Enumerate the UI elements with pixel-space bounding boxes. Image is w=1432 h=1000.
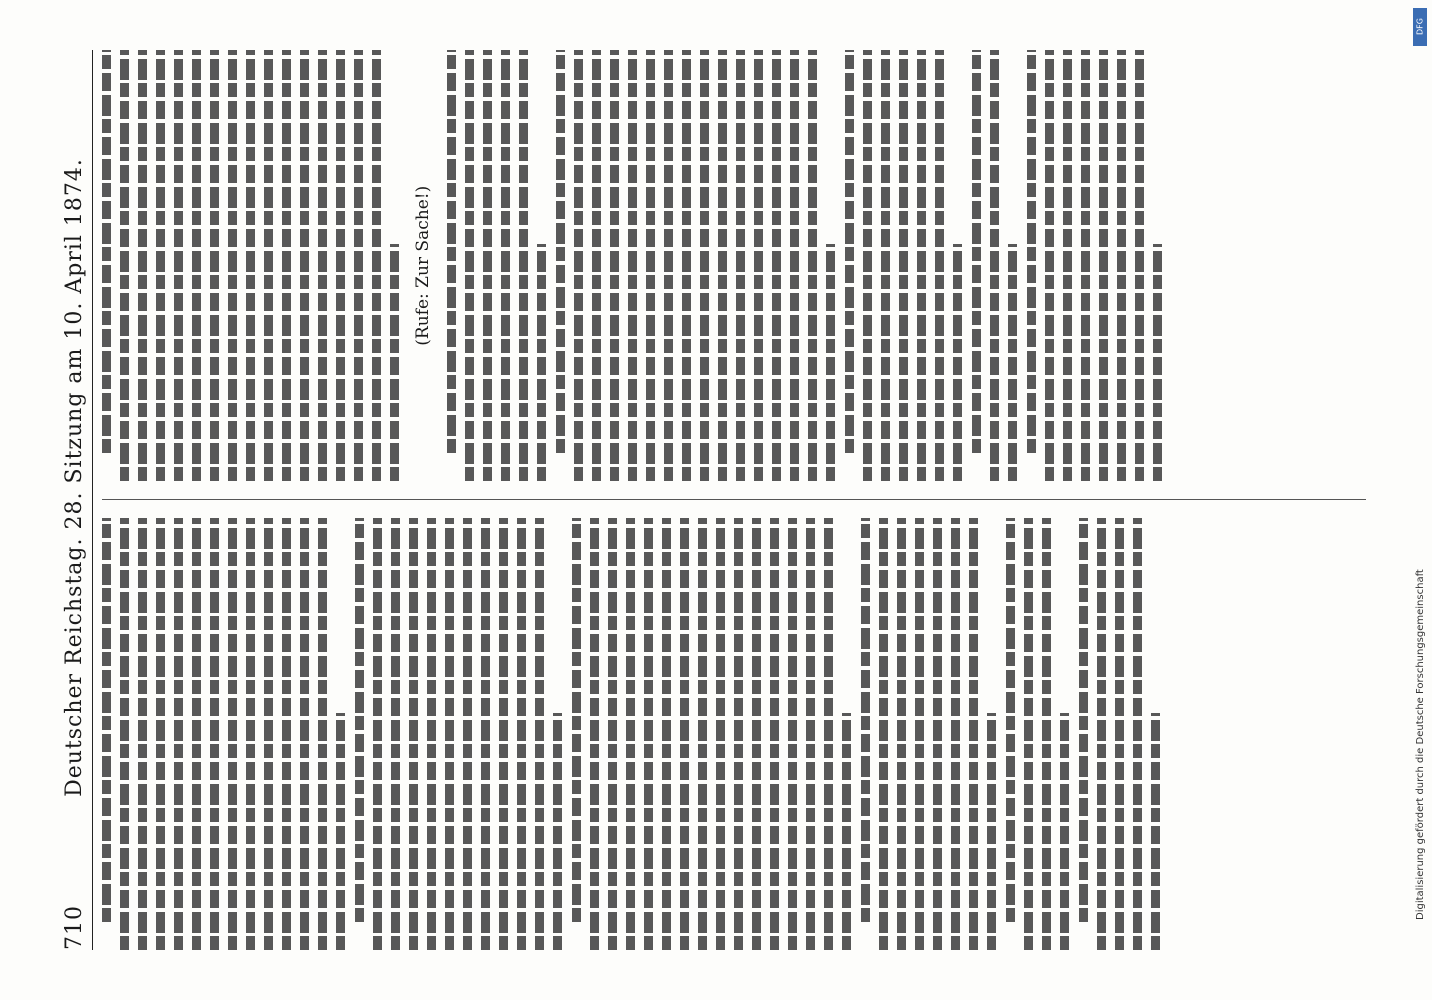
text-line — [899, 50, 908, 482]
text-line — [282, 519, 291, 951]
text-line — [790, 50, 799, 482]
text-line — [210, 519, 219, 951]
text-line — [481, 519, 490, 951]
text-line — [845, 50, 854, 454]
text-line — [935, 50, 944, 482]
text-line — [1133, 519, 1142, 951]
text-line — [372, 50, 381, 482]
text-line — [628, 50, 637, 482]
text-line — [879, 519, 888, 951]
text-line — [754, 50, 763, 482]
dfg-logo: DFG — [1413, 8, 1427, 46]
text-line — [373, 519, 382, 951]
text-line — [716, 519, 725, 951]
text-line — [969, 519, 978, 951]
text-line — [300, 519, 309, 951]
text-line — [390, 244, 399, 481]
interjection: (Rufe: Zur Sache!) — [413, 185, 433, 346]
digitization-sidebar — [1408, 0, 1430, 1000]
text-line — [463, 519, 472, 951]
text-line — [535, 519, 544, 951]
text-line — [318, 519, 327, 951]
text-line — [772, 50, 781, 482]
text-line — [156, 50, 165, 482]
text-line — [553, 713, 562, 950]
text-line — [246, 519, 255, 951]
text-line — [953, 244, 962, 481]
text-line — [863, 50, 872, 482]
text-line — [1045, 50, 1054, 482]
text-line — [465, 50, 474, 482]
text-line — [824, 519, 833, 951]
text-line — [156, 519, 165, 951]
paragraph — [355, 519, 562, 951]
text-line — [1063, 50, 1072, 482]
text-line — [138, 50, 147, 482]
paragraph — [1079, 519, 1160, 951]
text-line — [897, 519, 906, 951]
text-line — [1115, 519, 1124, 951]
text-line — [610, 50, 619, 482]
text-line — [447, 50, 456, 454]
text-line — [826, 244, 835, 481]
text-line — [264, 519, 273, 951]
text-line — [572, 519, 581, 923]
text-line — [517, 519, 526, 951]
text-line — [700, 50, 709, 482]
text-line — [1151, 713, 1160, 950]
text-line — [592, 50, 601, 482]
text-line — [1117, 50, 1126, 482]
text-line — [972, 50, 981, 454]
text-line — [519, 50, 528, 482]
text-line — [861, 519, 870, 923]
paragraph — [1027, 50, 1162, 482]
text-line — [806, 519, 815, 951]
page-number: 710 — [61, 905, 87, 950]
text-line — [574, 50, 583, 482]
text-line — [300, 50, 309, 482]
text-line — [664, 50, 673, 482]
paragraph — [556, 50, 835, 482]
text-line — [1081, 50, 1090, 482]
rotated-page-content — [56, 20, 1376, 980]
text-column-right — [102, 50, 1366, 501]
text-line — [917, 50, 926, 482]
text-line — [1027, 50, 1036, 454]
text-line — [174, 50, 183, 482]
text-line — [662, 519, 671, 951]
paragraph — [102, 519, 345, 951]
text-line — [336, 50, 345, 482]
text-line — [1024, 519, 1033, 951]
text-line — [445, 519, 454, 951]
text-line — [483, 50, 492, 482]
text-line — [1135, 50, 1144, 482]
text-line — [228, 519, 237, 951]
paragraph — [845, 50, 962, 482]
text-line — [626, 519, 635, 951]
text-line — [752, 519, 761, 951]
text-line — [409, 519, 418, 951]
text-line — [915, 519, 924, 951]
text-line — [608, 519, 617, 951]
text-line — [556, 50, 565, 454]
digitization-credit: Digitalisierung gefördert durch die Deutsche Forschungsgemeinschaft — [1415, 569, 1426, 920]
text-line — [120, 519, 129, 951]
text-line — [138, 519, 147, 951]
text-line — [427, 519, 436, 951]
text-line — [682, 50, 691, 482]
paragraph — [102, 50, 399, 482]
running-head: Deutscher Reichstag. 28. Sitzung am 10. April 1874. — [61, 158, 87, 797]
page-header — [56, 50, 93, 950]
paragraph — [572, 519, 851, 951]
text-line — [228, 50, 237, 482]
text-line — [1006, 519, 1015, 923]
text-line — [282, 50, 291, 482]
text-line — [246, 50, 255, 482]
text-line — [933, 519, 942, 951]
text-line — [336, 713, 345, 950]
paragraph — [972, 50, 1017, 482]
text-line — [120, 50, 129, 482]
text-line — [881, 50, 890, 482]
paragraph — [1006, 519, 1069, 951]
text-line — [192, 50, 201, 482]
text-line — [501, 50, 510, 482]
text-line — [1099, 50, 1108, 482]
text-line — [698, 519, 707, 951]
text-line — [499, 519, 508, 951]
text-line — [1153, 244, 1162, 481]
text-line — [1042, 519, 1051, 951]
text-columns — [102, 50, 1366, 950]
text-line — [174, 519, 183, 951]
text-line — [1060, 713, 1069, 950]
text-line — [355, 519, 364, 923]
text-line — [590, 519, 599, 951]
text-line — [354, 50, 363, 482]
text-line — [987, 713, 996, 950]
text-line — [808, 50, 817, 482]
text-line — [788, 519, 797, 951]
text-line — [102, 519, 111, 923]
text-line — [102, 50, 111, 454]
text-column-left — [102, 519, 1366, 951]
text-line — [264, 50, 273, 482]
text-line — [537, 244, 546, 481]
text-line — [318, 50, 327, 482]
paragraph — [861, 519, 996, 951]
text-line — [770, 519, 779, 951]
text-line — [680, 519, 689, 951]
text-line — [734, 519, 743, 951]
text-line — [718, 50, 727, 482]
text-line — [951, 519, 960, 951]
text-line — [842, 713, 851, 950]
text-line — [644, 519, 653, 951]
text-line — [736, 50, 745, 482]
text-line — [1097, 519, 1106, 951]
text-line — [192, 519, 201, 951]
text-line — [990, 50, 999, 482]
text-line — [391, 519, 400, 951]
paragraph — [447, 50, 546, 482]
text-line — [210, 50, 219, 482]
text-line — [1008, 244, 1017, 481]
text-line — [1079, 519, 1088, 923]
text-line — [646, 50, 655, 482]
